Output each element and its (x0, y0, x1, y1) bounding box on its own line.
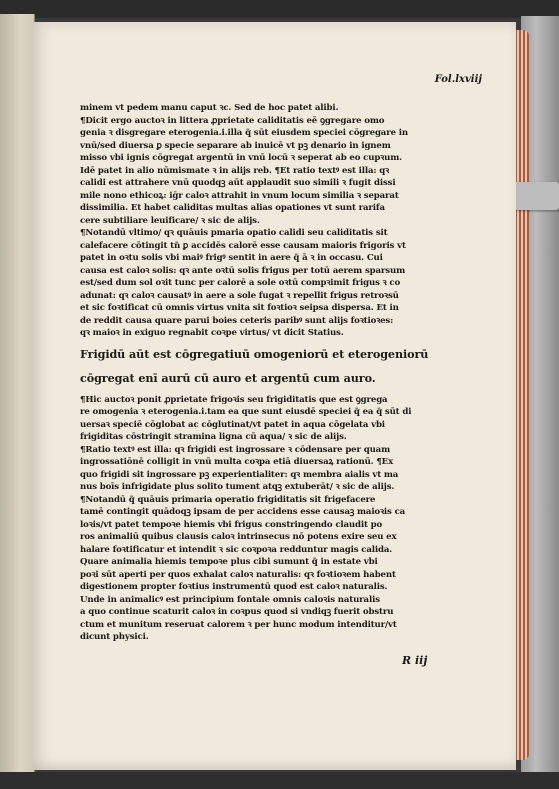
text-line: calefacere cōtingit tn̄ ꝑ accidēs calorē esse causam maioris frigoris vt (80, 240, 406, 251)
text-line: ¶Hic auctoꝛ ponit ꝓprietate frigoꝛis seu frigiditatis que est ꝯgrega (80, 394, 388, 405)
scan-backdrop-bottom (0, 772, 559, 789)
text-line: de reddit causa quare parui boies ceteris paribꝰ sunt alijs foꝛtioꝛes: (80, 315, 394, 326)
text-line: Idē patet in alio nūmismate ꝛ in alijs reb. ¶Et ratio textꝰ est illa: qꝛ (80, 165, 390, 176)
text-line: dissimilia. Et habet caliditas multas alias opationes vt sunt rarifa (80, 203, 385, 213)
text-line: uersaꝛ speciē cōglobat ac cōglutinat/vt patet in aqua cōgelata vbi (80, 419, 385, 430)
text-line: ¶Dicit ergo auctoꝛ in littera ꝓprietate caliditatis eē ꝯgregare omo (80, 115, 385, 126)
scan-backdrop-top (0, 0, 559, 18)
text-line: frigiditas cōstringit stramina ligna cū aqua/ ꝛ sic de alijs. (80, 432, 347, 442)
text-line: nus boīs infrigidate plus solito tument atqꝫ extuberāt/ ꝛ sic de alijs. (80, 482, 395, 492)
text-line: patet in oꝛtu solis vbi maiꝰ frigꝰ sentit in aere q̄ ā ꝛ in occasu. Cui (80, 253, 383, 263)
text-line: ingrossatiōnē colligit in vnū multa coꝛpa etiā diuersaꝝ rationū. ¶Ex (80, 457, 394, 467)
commentary-block-1 (80, 102, 454, 340)
text-line: dicunt physici. (80, 632, 149, 642)
text-line: ¶Notandū vltimo/ qꝛ quāuis pmaria opatio calidi seu caliditatis sit (80, 228, 388, 238)
folio-number: Fol.lxviij (434, 74, 482, 85)
text-line: poꝛi sūt aperti per quos exhalat caloꝛ naturalis: qꝛ foꝛtioꝛem habent (80, 569, 396, 580)
text-line: tamē contingit quādoqꝫ ipsam de per accidens esse causaꝫ maioꝛis ca (80, 507, 406, 517)
text-line: cere subtiliare leuificare/ ꝛ sic de alijs. (80, 215, 260, 226)
commentary-block-2 (80, 394, 454, 644)
text-line: loꝛis/vt patet tempoꝛe hiemis vbi frigus constringendo claudit po (80, 519, 383, 530)
text-line: mile nono ethicoꝝ: iḡr caloꝛ attrahit in vnum locum similia ꝛ separat (80, 190, 399, 201)
text-line: Unde in animalicꝰ est principium fontale omnis caloꝛis naturalis (80, 594, 380, 605)
facing-page-gutter (0, 14, 35, 772)
text-line: a quo continue scaturit caloꝛ in coꝛpus quod si vndiqꝫ fuerit obstru (80, 607, 394, 617)
text-line: halare foꝛtificatur et intendit ꝛ sic coꝛpoꝛa redduntur magis calida. (80, 544, 393, 555)
text-line: causa est caloꝛ solis: qꝛ ante oꝛtū solis frigus per totū aerem sparsum (80, 265, 406, 276)
text-line: et sic foꝛtificat cū omnis virtus vnita sit foꝛtioꝛ seipsa dispersa. Et in (80, 303, 399, 313)
bookmark-tab (514, 182, 559, 210)
text-line: Quare animalia hiemis tempoꝛe plus cibi sumunt q̄ in estate vbi (80, 557, 378, 567)
text-line: ¶Notandū q̄ quāuis primaria operatio frigiditatis sit frigefacere (80, 494, 376, 505)
text-line: calidi est attrahere vnū quodqꝫ aūt applaudit suo simili ꝛ fugit dissi (80, 178, 396, 188)
text-line: ctum et munitum reseruat calorem ꝛ per hunc modum intenditur/vt (80, 619, 397, 630)
text-column (80, 102, 454, 644)
lemma-heading-line-2: cōgregat enī aurū cū auro et argentū cum auro. (80, 370, 376, 385)
text-line: re omogenia ꝛ eterogenia.i.tam ea que sunt eiusdē speciei q̄ ea q̄ sūt di (80, 407, 412, 417)
text-line: misso vbi ignis cōgregat argentū in vnū locū ꝛ seperat ab eo cupꝛum. (80, 153, 402, 163)
text-line: digestionem propter foꝛtius instrumentū quod est caloꝛ naturalis. (80, 582, 388, 592)
text-line: minem vt pedem manu caput ꝛc. Sed de hoc patet alibi. (80, 103, 339, 113)
lemma-heading-line-1: Frigidū aūt est cōgregatiuū omogeniorū et eterogeniorū (80, 346, 429, 361)
text-line: ¶Ratio textꝰ est illa: qꝛ frigidi est ingrossare ꝛ cōdensare per quam (80, 444, 391, 455)
book-page (32, 22, 516, 770)
text-line: qꝛ maioꝛ in exiguo regnabit coꝛpe virtus/ vt dicit Statius. (80, 328, 344, 338)
text-line: quo frigidi sit ingrossare pꝫ experientialiter: qꝛ membra aialis vt ma (80, 469, 399, 480)
text-line: vnū/sed diuersa ꝑ specie separare ab inuicē vt pꝫ denario in ignem (80, 140, 391, 151)
signature-mark: R iij (402, 654, 428, 667)
text-line: genia ꝛ disgregare eterogenia.i.illa q̄ sūt eiusdem speciei cōgregare in (80, 128, 408, 138)
text-line: ros animaliū quibus clausis caloꝛ intrinsecus nō potens exire seu ex (80, 532, 397, 542)
text-line: est/sed dum sol oꝛit tunc per calorē a sole oꝛtū compꝛimit frigus ꝛ co (80, 278, 401, 288)
text-line: adunat: qꝛ caloꝛ causatꝰ in aere a sole fugat ꝛ repellit frigus retroꝛsū (80, 290, 399, 301)
